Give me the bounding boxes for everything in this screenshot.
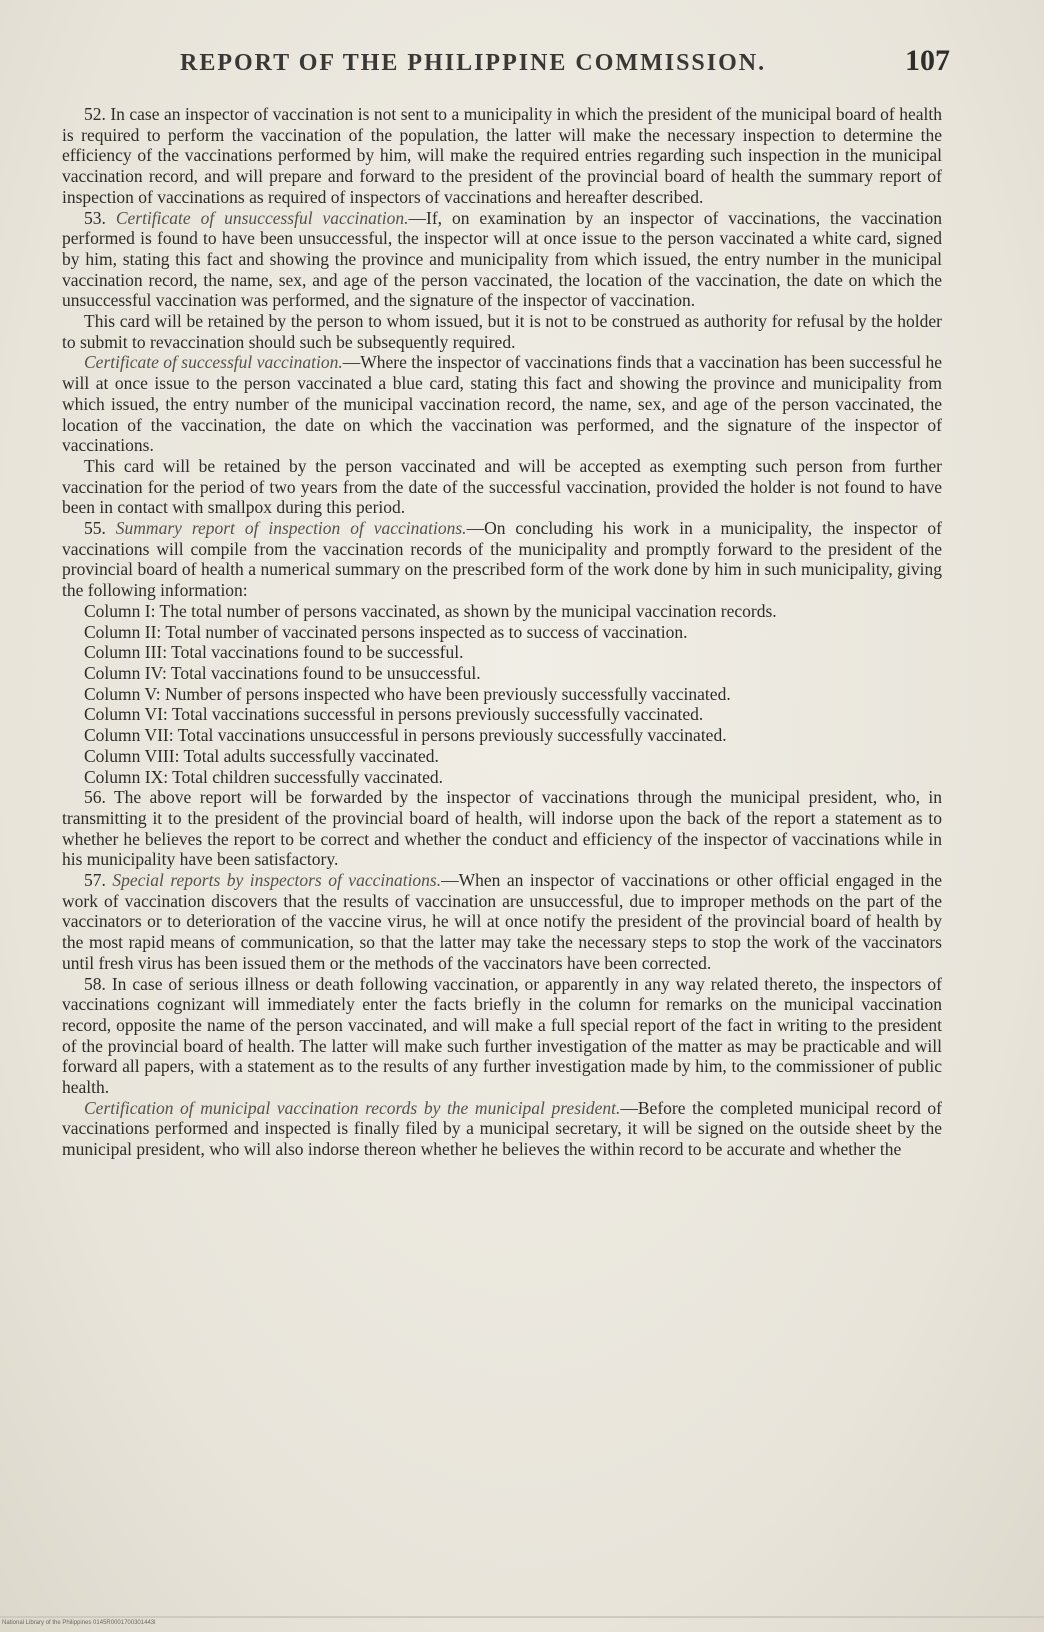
paragraph-53b-text: This card will be retained by the person to whom issued, but it is not to be construed as authority for refusal by the holder to submit to revaccination should such be subsequently required. <box>62 311 942 352</box>
paragraph-53 <box>62 208 942 312</box>
paragraph-59-text: —Before the completed municipal record of vaccinations performed and inspected is finally filed by a municipal secretary, it will be signed on the outside sheet by the municipal president, who will also indorse thereon whether he believes the within record to be accurate and whether the <box>62 1097 942 1160</box>
paragraph-53-heading: Certificate of unsuccessful vaccination. <box>115 207 409 228</box>
column-line: Column VIII: Total adults successfully vaccinated. <box>84 745 439 766</box>
paragraph-54-heading: Certificate of successful vaccination. <box>84 352 343 373</box>
paragraph-55-heading: Summary report of inspection of vaccinations. <box>115 518 467 539</box>
paragraph-58 <box>62 974 942 1098</box>
paragraph-54b <box>62 456 942 518</box>
column-line: Column III: Total vaccinations found to be successful. <box>84 642 464 663</box>
paragraph-55-text: —On concluding his work in a municipality, the inspector of vaccinations will compile from the vaccination records of the municipality and promptly forward to the president of the provincial board of health a numerical summary on the prescribed form of the work done by him in such municipality, giving the following information: <box>62 518 943 601</box>
paragraph-58-text: 58. In case of serious illness or death following vaccination, or apparently in any way related thereto, the inspectors of vaccinations cognizant will immediately enter the facts briefly in the column for remarks on the municipal vaccination record, opposite the name of the person vaccinated, and will make a full special report of the fact in writing to the president of the provincial board of health. The latter will make such further investigation of the matter as may be practicable and will forward all papers, with a statement as to the results of any further investigation made by him, to the commissioner of public health. <box>62 973 942 1098</box>
paragraph-52 <box>62 104 942 208</box>
page-header <box>180 44 950 88</box>
paragraph-55-number: 55. <box>84 518 106 539</box>
page-number: 107 <box>905 44 950 77</box>
paragraph-55 <box>62 518 942 601</box>
column-line: Column I: The total number of persons vaccinated, as shown by the municipal vaccination records. <box>84 600 777 621</box>
paragraph-56 <box>62 787 942 870</box>
column-line: Column II: Total number of vaccinated persons inspected as to success of vaccination. <box>84 621 688 642</box>
body-text <box>62 104 942 1160</box>
paragraph-57-heading: Special reports by inspectors of vaccinations. <box>112 870 442 891</box>
paragraph-53b <box>62 311 942 352</box>
footer-divider <box>0 1616 1044 1618</box>
paragraph-56-text: 56. The above report will be forwarded by the inspector of vaccinations through the municipal president, who, in transmitting it to the president of the provincial board of health, will indorse upon the back of the report a statement as to whether he believes the report to be correct and whether the conduct and efficiency of the inspector of vaccinations while in his municipality have been satisfactory. <box>62 787 942 870</box>
paragraph-54 <box>62 352 942 456</box>
paragraph-59 <box>62 1098 942 1160</box>
footer-credit: National Library of the Philippines 0145R0001700301443l <box>2 1620 156 1626</box>
column-line: Column VI: Total vaccinations successful in persons previously successfully vaccinated. <box>84 704 704 725</box>
paragraph-59-heading: Certification of municipal vaccination records by the municipal president. <box>84 1097 621 1118</box>
paragraph-53-number: 53. <box>84 207 106 228</box>
running-head-title: REPORT OF THE PHILIPPINE COMMISSION. <box>180 50 767 76</box>
paragraph-53-text: —If, on examination by an inspector of vaccinations, the vaccination performed is found to have been unsuccessful, the inspector will at once issue to the person vaccinated a white card, signed by him, stating this fact and showing the province and municipality from which issued, the entry number in the municipal vaccination record, the name, sex, and age of the person vaccinated, the location of the vaccination, the date on which the unsuccessful vaccination was performed, and the signature of the inspector of vaccination. <box>62 207 943 311</box>
paragraph-54b-text: This card will be retained by the person vaccinated and will be accepted as exempting such person from further vaccination for the period of two years from the date of the successful vaccination, provided the holder is not found to have been in contact with smallpox during this period. <box>62 455 942 518</box>
column-line: Column IV: Total vaccinations found to be unsuccessful. <box>84 662 481 683</box>
column-line: Column IX: Total children successfully vaccinated. <box>84 766 444 787</box>
paragraph-57 <box>62 870 942 974</box>
paragraph-52-text: 52. In case an inspector of vaccination is not sent to a municipality in which the president of the municipal board of health is required to perform the vaccination of the population, the latter will make the necessary inspection to determine the efficiency of the vaccinations performed by him, will make the required entries regarding such inspection in the municipal vaccination record, and will prepare and forward to the president of the provincial board of health the summary report of inspection of vaccinations as required of inspectors of vaccinations and hereafter described. <box>62 104 942 207</box>
paragraph-57-text: —When an inspector of vaccinations or other official engaged in the work of vaccination discovers that the results of vaccination are unsuccessful, due to improper methods on the part of the vaccinators or to deterioration of the vaccine virus, he will at once notify the president of the provincial board of health by the most rapid means of communication, so that the latter may take the necessary steps to stop the work of the vaccinators until fresh virus has been issued them or the methods of the vaccinators have been corrected. <box>62 870 943 973</box>
column-line: Column VII: Total vaccinations unsuccessful in persons previously successfully vaccinated. <box>84 725 727 746</box>
column-line: Column V: Number of persons inspected who have been previously successfully vaccinated. <box>84 683 731 704</box>
paragraph-54-text: —Where the inspector of vaccinations finds that a vaccination has been successful he will at once issue to the person vaccinated a blue card, stating this fact and showing the province and municipality from which issued, the entry number of the municipal vaccination record, the name, sex, and age of the person vaccinated, the location of the vaccination, the date on which the vaccination was performed, and the signature of the inspector of vaccinations. <box>62 352 942 456</box>
paragraph-57-number: 57. <box>84 870 106 891</box>
